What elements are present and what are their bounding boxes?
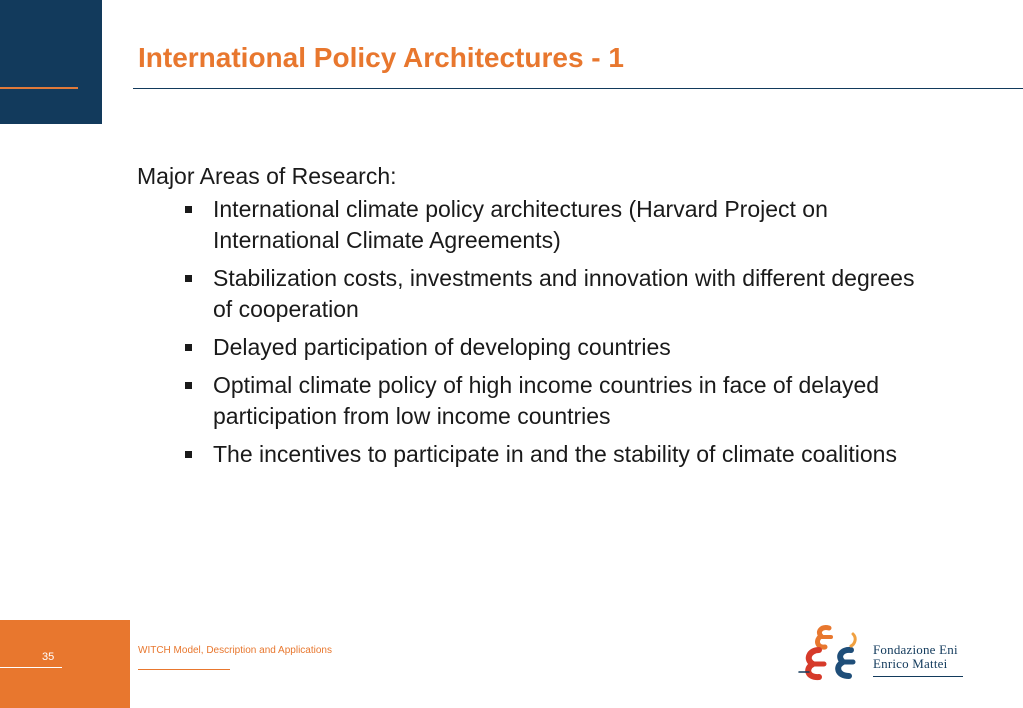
logo-wordmark: [873, 643, 958, 671]
square-bullet-icon: [185, 382, 192, 389]
square-bullet-icon: [185, 206, 192, 213]
bullet-text: The incentives to participate in and the stability of climate coalitions: [213, 441, 897, 467]
bullet-item: [213, 194, 937, 256]
footer-caption: WITCH Model, Description and Applications: [138, 645, 332, 656]
square-bullet-icon: [185, 451, 192, 458]
corner-rule: [0, 87, 78, 89]
slide-body: [137, 160, 937, 477]
bullet-text: Optimal climate policy of high income countries in face of delayed participation from low income countries: [213, 372, 880, 429]
bullet-item: [213, 263, 937, 325]
intro-text: Major Areas of Research:: [137, 163, 397, 189]
square-bullet-icon: [185, 275, 192, 282]
logo-line-2: Enrico Mattei: [873, 656, 948, 671]
footer-block: [0, 620, 130, 708]
page-number: 35: [42, 651, 55, 663]
feem-logo-mark-icon: [795, 620, 871, 686]
title-divider: [133, 88, 1023, 89]
bullet-item: [213, 439, 937, 470]
square-bullet-icon: [185, 344, 192, 351]
logo-underline: [873, 676, 963, 677]
feem-logo: [795, 620, 975, 690]
corner-block: [0, 0, 102, 124]
bullet-item: [213, 370, 937, 432]
bullet-list: [137, 194, 937, 470]
bullet-text: International climate policy architectures (Harvard Project on International Climate Agreements): [213, 196, 828, 253]
bullet-text: Stabilization costs, investments and innovation with different degrees of cooperation: [213, 265, 915, 322]
slide-title: International Policy Architectures - 1: [138, 42, 624, 73]
logo-line-1: Fondazione Eni: [873, 642, 958, 657]
bullet-item: [213, 332, 937, 363]
bullet-text: Delayed participation of developing countries: [213, 334, 671, 360]
footer-rule: [138, 669, 230, 670]
page-number-rule: [0, 667, 62, 668]
